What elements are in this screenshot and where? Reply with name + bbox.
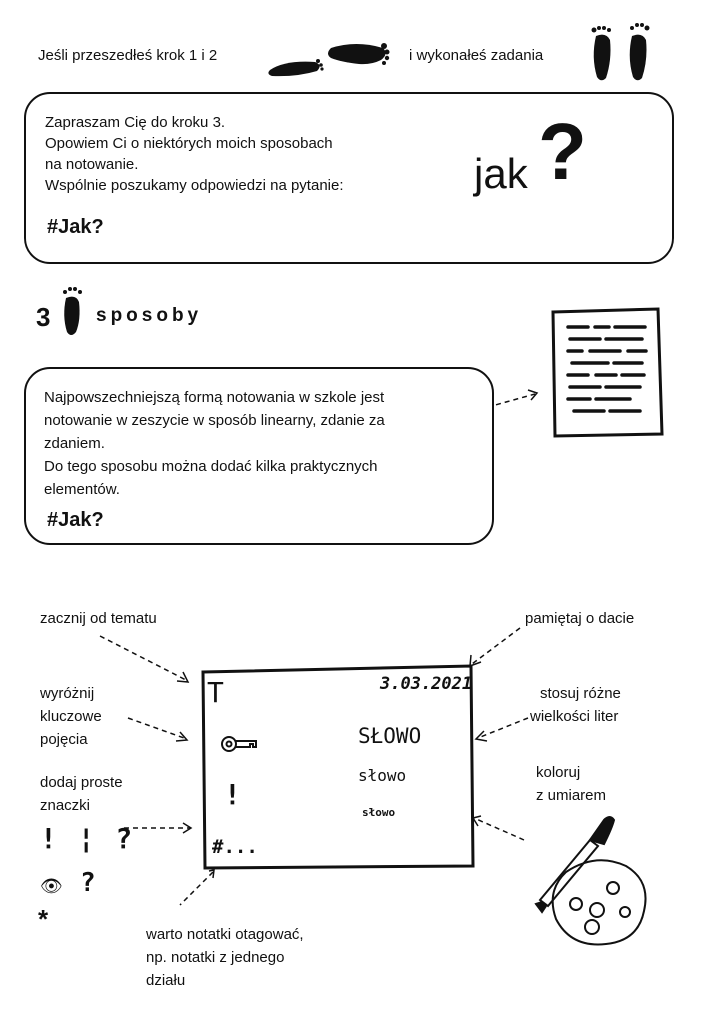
box2-hashtag: #Jak? — [47, 509, 104, 531]
footprint-icon — [63, 287, 82, 335]
box1-line-1: Zapraszam Cię do kroku 3. — [45, 114, 226, 131]
palette-icon — [553, 860, 646, 944]
tip-date: pamiętaj o dacie — [525, 610, 635, 627]
intro-right-text: i wykonałeś zadania — [409, 47, 544, 64]
arrow-icon — [128, 718, 187, 741]
notebook-word-big: SŁOWO — [358, 724, 422, 748]
tip-color-2: z umiarem — [536, 787, 607, 804]
arrow-icon — [476, 718, 528, 741]
tip-signs-1: dodaj proste — [40, 774, 123, 791]
tip-color-1: koloruj — [536, 764, 581, 781]
box2-line-4: Do tego sposobu można dodać kilka praktycznych — [44, 458, 378, 475]
notebook-mark: ! — [224, 778, 241, 811]
box2-line-3: zdaniem. — [44, 435, 105, 452]
box1-hashtag: #Jak? — [47, 216, 104, 238]
question-mark-icon: ? — [538, 107, 587, 196]
tip-tags-1: warto notatki otagować, — [146, 926, 304, 943]
tip-letters-1: stosuj różne — [540, 685, 621, 702]
footprint-icon — [328, 43, 390, 65]
jak-word: jak — [474, 150, 528, 197]
footprint-icon — [592, 26, 612, 80]
arrow-icon — [473, 816, 524, 840]
box2-line-5: elementów. — [44, 481, 120, 498]
notebook-word-mid: słowo — [358, 766, 407, 785]
arrow-icon — [180, 870, 214, 905]
footprint-icon — [268, 59, 323, 76]
tip-tags-3: działu — [146, 972, 186, 989]
box1-line-3: na notowanie. — [45, 156, 139, 173]
box2-line-2: notowanie w zeszycie w sposób linearny, zdanie za — [44, 412, 385, 429]
notebook-date: 3.03.2021 — [380, 674, 473, 694]
arrow-icon — [100, 636, 188, 682]
tip-signs-2: znaczki — [40, 797, 91, 814]
section-number: 3 — [36, 302, 51, 332]
lined-page-icon — [553, 309, 662, 436]
tip-highlight-2: kluczowe — [40, 708, 102, 725]
notebook-word-small: słowo — [362, 806, 396, 819]
notebook-topic-letter: T — [207, 676, 224, 709]
notebook-tag: #... — [212, 836, 258, 858]
box1-line-4: Wspólnie poszukamy odpowiedzi na pytanie: — [45, 177, 344, 194]
box1-line-2: Opowiem Ci o niektórych moich sposobach — [45, 135, 333, 152]
box2-line-1: Najpowszechniejszą formą notowania w szkole jest — [44, 389, 385, 406]
star-symbol: * — [38, 904, 49, 934]
eye-icon: 👁 — [40, 876, 63, 896]
section-title: sposoby — [96, 305, 203, 326]
tip-letters-2: wielkości liter — [530, 708, 619, 725]
tip-highlight-1: wyróżnij — [40, 685, 95, 702]
symbols-row: ! ¦ ? — [40, 822, 135, 855]
intro-left-text: Jeśli przeszedłeś krok 1 i 2 — [38, 47, 218, 64]
question-symbol: ? — [80, 868, 96, 898]
arrow-icon — [470, 628, 520, 666]
tip-tags-2: np. notatki z jednego — [146, 949, 285, 966]
footprint-icon — [630, 23, 650, 80]
tip-topic: zacznij od tematu — [40, 610, 157, 627]
key-icon — [222, 737, 256, 751]
tip-highlight-3: pojęcia — [40, 731, 88, 748]
